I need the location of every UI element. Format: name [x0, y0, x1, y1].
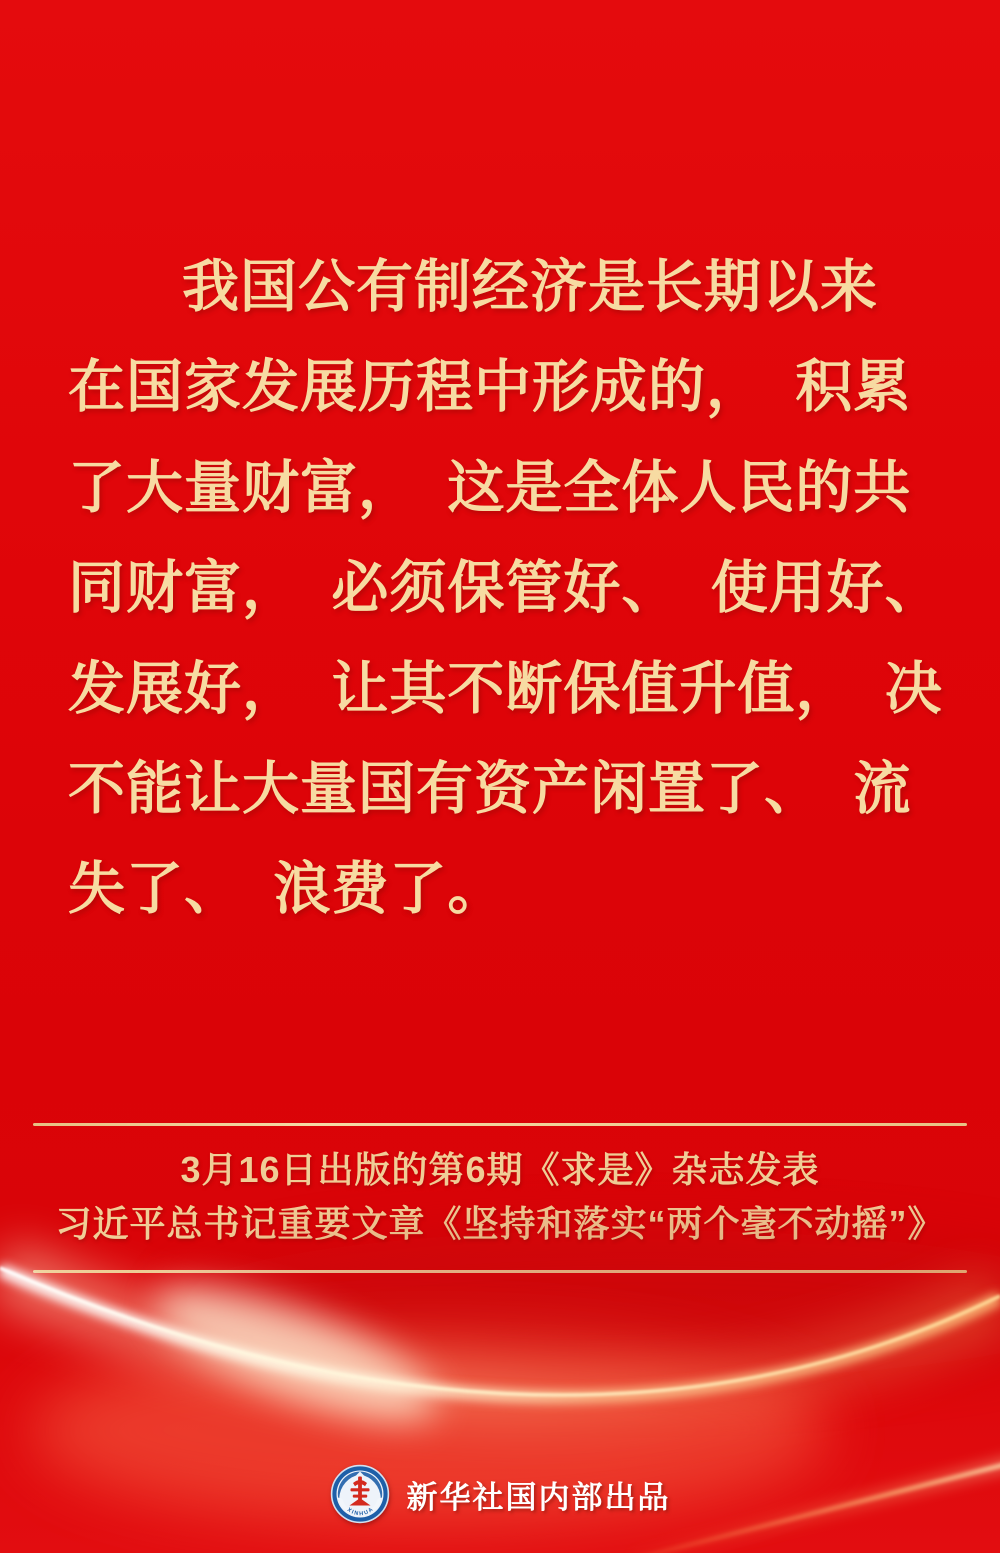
quote-line: 失了、 浪费了。	[68, 855, 506, 922]
quote-line: 在国家发展历程中形成的， 积累	[68, 353, 912, 420]
divider-line-top	[33, 1123, 967, 1126]
quote-line: 不能让大量国有资产闲置了、 流	[68, 755, 912, 822]
quote-line: 了大量财富， 这是全体人民的共	[68, 454, 912, 521]
footer	[0, 1462, 1000, 1526]
publisher-credit: 新华社国内部出品	[406, 1479, 671, 1515]
source-article-line: 习近平总书记重要文章《坚持和落实“两个毫不动摇”》	[55, 1203, 945, 1244]
quote-line: 同财富， 必须保管好、 使用好、	[68, 554, 943, 621]
quote-line: 我国公有制经济是长期以来	[182, 253, 878, 320]
quote-line: 发展好， 让其不断保值升值， 决	[68, 655, 943, 722]
source-publication-line: 3月16日出版的第6期《求是》杂志发表	[180, 1149, 820, 1190]
divider-line-bottom	[33, 1270, 967, 1273]
logo-arc-text: XINHUA	[345, 1506, 375, 1518]
xinhua-logo-icon	[330, 1464, 390, 1524]
